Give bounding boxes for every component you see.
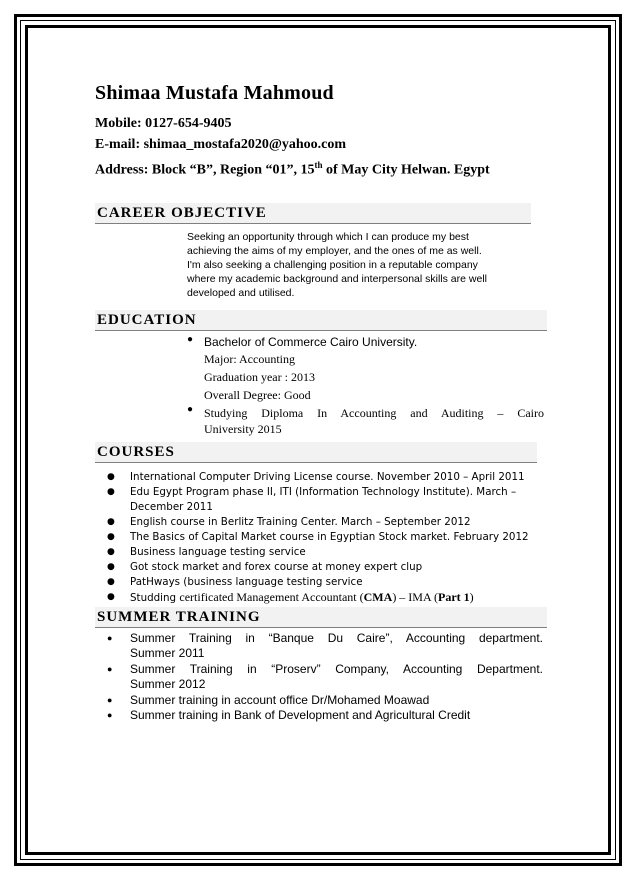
- training-text: Summer Training in “Banque Du Caire”, Accounting department.: [130, 630, 543, 645]
- training-text: Summer Training in “Proserv” Company, Accounting Department.: [130, 661, 543, 676]
- objective-line: developed and utilised.: [187, 286, 295, 299]
- resume-page: [95, 72, 545, 724]
- course-text-bold: Part 1: [437, 589, 470, 604]
- bullet-icon: ●: [107, 486, 115, 497]
- course-item: [107, 590, 543, 606]
- training-text: Summer 2012: [130, 677, 206, 692]
- degree-major: Major: Accounting: [204, 351, 295, 366]
- diploma-line: Studying Diploma In Accounting and Auditing – Cairo: [204, 405, 544, 420]
- education-item-diploma: [187, 404, 545, 436]
- course-item: [107, 530, 543, 545]
- course-text: International Computer Driving License course. November 2010 – April 2011: [130, 470, 525, 483]
- course-item: [107, 575, 543, 590]
- career-objective-heading: CAREER OBJECTIVE: [95, 203, 531, 224]
- objective-line: I'm also seeking a challenging position in a reputable company: [187, 258, 478, 271]
- career-objective-text: [187, 230, 517, 300]
- mobile-number: Mobile: 0127-654-9405: [95, 116, 232, 131]
- bullet-icon: ●: [107, 471, 115, 482]
- education-item-degree: [187, 334, 545, 404]
- course-text: PatHways (business language testing service: [130, 575, 363, 588]
- training-item: [107, 662, 543, 693]
- training-text: Summer training in Bank of Development and Agricultural Credit: [130, 708, 471, 723]
- bullet-icon: ●: [187, 403, 194, 415]
- course-item: [107, 560, 543, 575]
- course-item: [107, 515, 543, 530]
- address-text: Address: Block “B”, Region “01”, 15: [95, 162, 315, 178]
- objective-line: achieving the aims of my employer, and the ones of me as well.: [187, 244, 482, 257]
- bullet-icon: ●: [107, 576, 115, 587]
- degree-graduation-year: Graduation year : 2013: [204, 369, 315, 384]
- courses-list: [107, 470, 543, 606]
- course-text-bold: CMA: [363, 589, 393, 604]
- course-text-serif: ) – IMA (: [392, 589, 438, 604]
- bullet-icon: ●: [107, 710, 113, 721]
- course-text: Got stock market and forex course at money expert clup: [130, 560, 423, 573]
- diploma-line: University 2015: [204, 421, 282, 436]
- course-text: The Basics of Capital Market course in Egyptian Stock market. February 2012: [130, 530, 529, 543]
- training-item: [107, 693, 543, 709]
- degree-grade: Overall Degree: Good: [204, 387, 311, 402]
- bullet-icon: ●: [187, 333, 194, 345]
- course-text-serif: ): [469, 589, 474, 604]
- training-item: [107, 708, 543, 724]
- contact-block: [95, 113, 545, 181]
- bullet-icon: ●: [107, 591, 115, 602]
- objective-line: where my academic background and interpersonal skills are well: [187, 272, 487, 285]
- summer-training-list: [107, 631, 543, 724]
- postal-address: [95, 155, 545, 181]
- bullet-icon: ●: [107, 531, 115, 542]
- email-address: E-mail: shimaa_mostafa2020@yahoo.com: [95, 137, 347, 152]
- course-text: Studding: [130, 591, 177, 604]
- education-list: [187, 334, 545, 436]
- course-text-serif: certificated Management Accountant (: [179, 589, 364, 604]
- address-text-end: of May City Helwan. Egypt: [322, 162, 490, 178]
- objective-line: Seeking an opportunity through which I can produce my best: [187, 230, 469, 243]
- training-text: Summer 2011: [130, 646, 205, 661]
- bullet-icon: ●: [107, 546, 115, 557]
- course-text: Edu Egypt Program phase II, ITI (Information Technology Institute). March –: [130, 485, 517, 498]
- course-text: Business language testing service: [130, 545, 306, 558]
- courses-heading: COURSES: [95, 442, 537, 463]
- degree-title: Bachelor of Commerce Cairo University.: [204, 334, 418, 349]
- training-item: [107, 631, 543, 662]
- course-text: English course in Berlitz Training Center. March – September 2012: [130, 515, 471, 528]
- course-item: [107, 485, 543, 515]
- course-text: December 2011: [130, 500, 213, 513]
- summer-training-heading: SUMMER TRAINING: [95, 607, 547, 628]
- bullet-icon: ●: [107, 632, 113, 643]
- bullet-icon: ●: [107, 561, 115, 572]
- course-item: [107, 470, 543, 485]
- bullet-icon: ●: [107, 694, 113, 705]
- course-item: [107, 545, 543, 560]
- education-heading: EDUCATION: [95, 310, 547, 331]
- candidate-name: Shimaa Mustafa Mahmoud: [95, 82, 334, 104]
- training-text: Summer training in account office Dr/Mohamed Moawad: [130, 692, 430, 707]
- bullet-icon: ●: [107, 663, 113, 674]
- address-ordinal: th: [314, 160, 323, 170]
- bullet-icon: ●: [107, 516, 115, 527]
